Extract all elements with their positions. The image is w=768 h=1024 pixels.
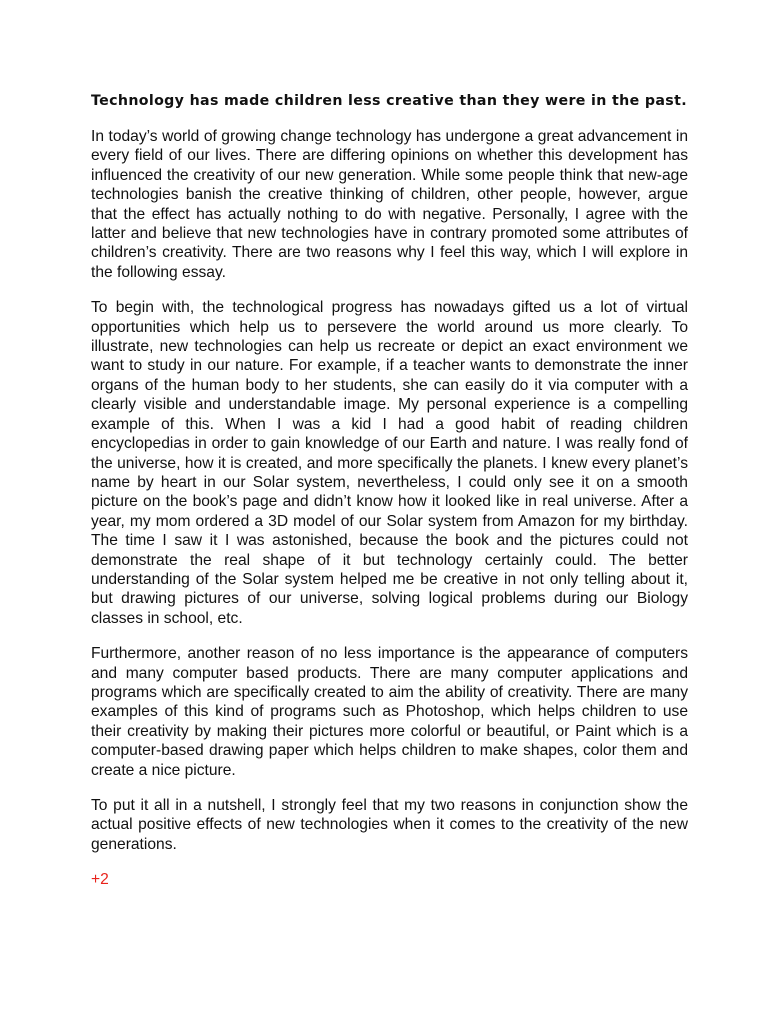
paragraph-body-one: To begin with, the technological progress has nowadays gifted us a lot of virtual opportunities which help us to persevere the world around us more clearly. To illustrate, new technologies can help us recreate or depict an exact environment we want to study in our nature. For example, if a teacher wants to demonstrate the inner organs of the human body to her students, she can easily do it via computer with a clearly visible and understandable image. My personal experience is a compelling example of this. When I was a kid I had a good habit of reading children encyclopedias in order to gain knowledge of our Earth and nature. I was really fond of the universe, how it is created, and more specifically the planets. I knew every planet’s name by heart in our Solar system, nevertheless, I could only see it on a smooth picture on the book’s page and didn’t know how it looked like in real universe. After a year, my mom ordered a 3D model of our Solar system from Amazon for my birthday. The time I saw it I was astonished, because the book and the pictures could not demonstrate the real shape of it but technology certainly could. The better understanding of the Solar system helped me be creative in not only telling about it, but drawing pictures of our universe, solving logical problems during our Biology classes in school, etc. bbox=[91, 299, 688, 627]
essay-title: Technology has made children less creative than they were in the past. bbox=[91, 93, 687, 109]
paragraph-conclusion: To put it all in a nutshell, I strongly feel that my two reasons in conjunction show the actual positive effects of new technologies when it comes to the creativity of the new generations. bbox=[91, 797, 688, 853]
paragraph-introduction: In today’s world of growing change technology has undergone a great advancement in every field of our lives. There are differing opinions on whether this development has influenced the creativity of our new generation. While some people think that new-age technologies banish the creative thinking of children, other people, however, argue that the effect has actually nothing to do with negative. Personally, I agree with the latter and believe that new technologies have in contrary promoted some attributes of children’s creativity. There are two reasons why I feel this way, which I will explore in the following essay. bbox=[91, 128, 688, 281]
essay-document bbox=[91, 92, 688, 890]
score-annotation: +2 bbox=[91, 871, 109, 889]
paragraph-body-two: Furthermore, another reason of no less importance is the appearance of computers and many computer based products. There are many computer applications and programs which are specifically created to aim the ability of creativity. There are many examples of this kind of programs such as Photoshop, which helps children to use their creativity by making their pictures more colorful or beautiful, or Paint which is a computer-based drawing paper which helps children to make shapes, color them and create a nice picture. bbox=[91, 645, 688, 779]
